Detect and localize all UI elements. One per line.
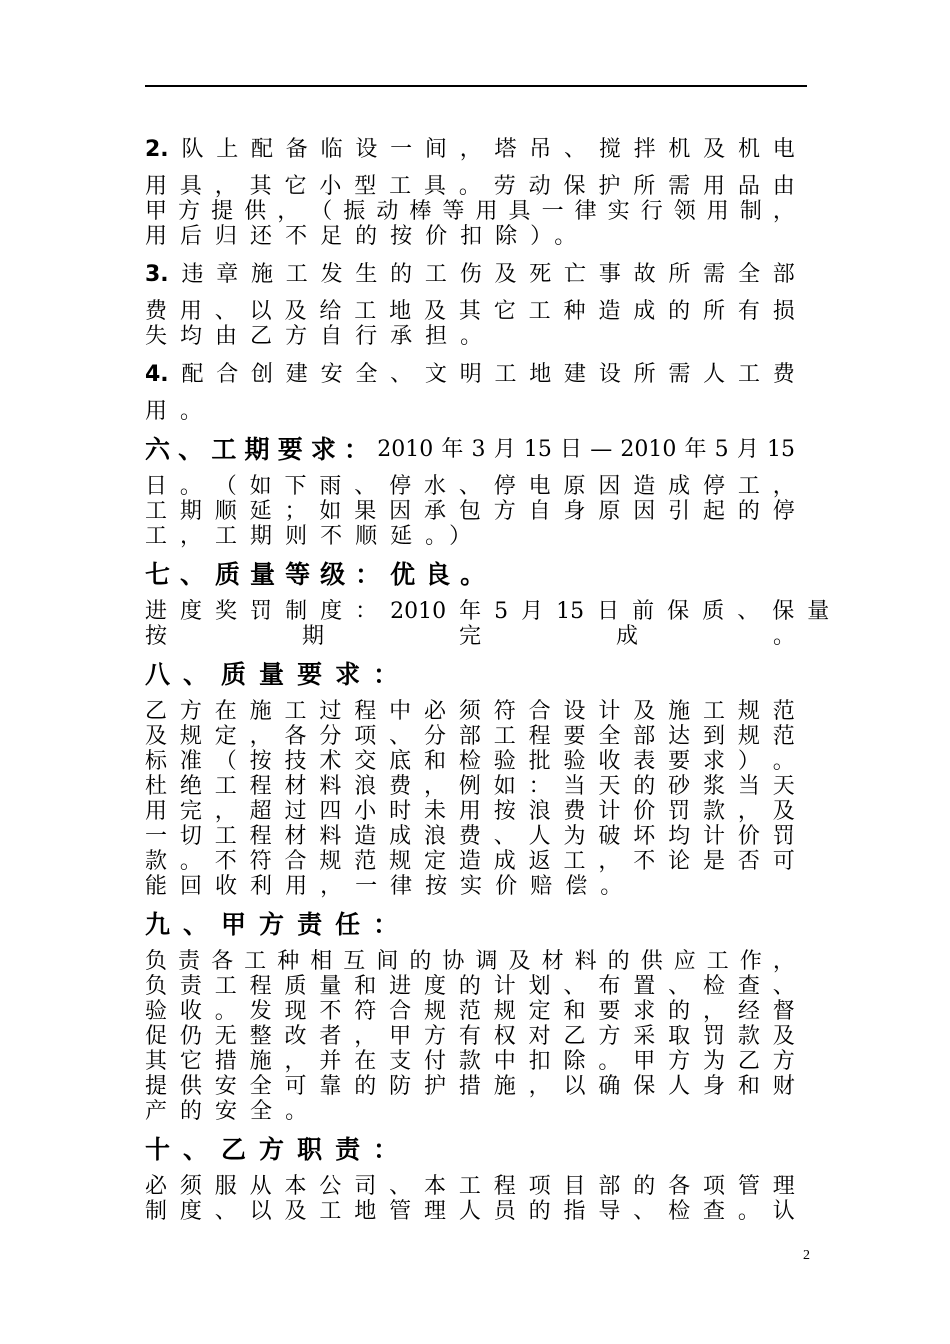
- body-line: 必 须 服 从 本 公 司 、 本 工 程 项 目 部 的 各 项 管 理: [145, 1174, 795, 1199]
- body-line: 产 的 安 全 。: [145, 1099, 308, 1124]
- body-line: 负 责 各 工 种 相 互 间 的 协 调 及 材 料 的 供 应 工 作 ，: [145, 949, 795, 974]
- section-heading: 六 、 工 期 要 求 ： 2010 年 3 月 15 日 — 2010 年 5 月 15: [145, 435, 795, 464]
- section-heading: 七 、 质 量 等 级 ： 优 良 。: [145, 560, 486, 589]
- body-line: 制 度 、 以 及 工 地 管 理 人 员 的 指 导 、 检 查 。 认: [145, 1199, 795, 1224]
- body-line: 进 度 奖 罚 制 度 ： 2010 年 5 月 15 日 前 保 质 、 保 量: [145, 599, 830, 624]
- body-line: 甲 方 提 供 ， （ 振 动 棒 等 用 具 一 律 实 行 领 用 制 ，: [145, 199, 795, 224]
- page-number: 2: [803, 1248, 810, 1263]
- body-line: 失 均 由 乙 方 自 行 承 担 。: [145, 324, 483, 349]
- section-heading: 八 、 质 量 要 求 ：: [145, 660, 399, 689]
- body-line: 用 完 ， 超 过 四 小 时 未 用 按 浪 费 计 价 罚 款 ， 及: [145, 799, 795, 824]
- body-line: 标 准 （ 按 技 术 交 底 和 检 验 批 验 收 表 要 求 ） 。: [145, 749, 795, 774]
- section-heading: 九 、 甲 方 责 任 ：: [145, 910, 399, 939]
- body-line: 3. 违 章 施 工 发 生 的 工 伤 及 死 亡 事 故 所 需 全 部: [145, 262, 795, 287]
- body-line: 工 ， 工 期 则 不 顺 延 。 ）: [145, 524, 472, 549]
- header-rule: [145, 85, 807, 87]
- body-line: 用 具 ， 其 它 小 型 工 具 。 劳 动 保 护 所 需 用 品 由: [145, 174, 795, 199]
- body-line: 能 回 收 利 用 ， 一 律 按 实 价 赔 偿 。: [145, 874, 623, 899]
- body-line: 用 。: [145, 399, 203, 424]
- body-line: 日 。 （ 如 下 雨 、 停 水 、 停 电 原 因 造 成 停 工 ，: [145, 474, 795, 499]
- section-heading: 十 、 乙 方 职 责 ：: [145, 1135, 399, 1164]
- body-line: 用 后 归 还 不 足 的 按 价 扣 除 ） 。: [145, 224, 577, 249]
- body-line: 2. 队 上 配 备 临 设 一 间 ， 塔 吊 、 搅 拌 机 及 机 电: [145, 137, 795, 162]
- body-line: 促 仍 无 整 改 者 ， 甲 方 有 权 对 乙 方 采 取 罚 款 及: [145, 1024, 795, 1049]
- body-line: 杜 绝 工 程 材 料 浪 费 ， 例 如 ： 当 天 的 砂 浆 当 天: [145, 774, 795, 799]
- body-line: 负 责 工 程 质 量 和 进 度 的 计 划 、 布 置 、 检 查 、: [145, 974, 795, 999]
- body-line: 提 供 安 全 可 靠 的 防 护 措 施 ， 以 确 保 人 身 和 财: [145, 1074, 795, 1099]
- body-line: 按 期 完 成 。: [145, 624, 795, 649]
- body-line: 4. 配 合 创 建 安 全 、 文 明 工 地 建 设 所 需 人 工 费: [145, 362, 795, 387]
- body-line: 及 规 定 ， 各 分 项 、 分 部 工 程 要 全 部 达 到 规 范: [145, 724, 795, 749]
- body-line: 一 切 工 程 材 料 造 成 浪 费 、 人 为 破 坏 均 计 价 罚: [145, 824, 795, 849]
- body-line: 其 它 措 施 ， 并 在 支 付 款 中 扣 除 。 甲 方 为 乙 方: [145, 1049, 795, 1074]
- body-line: 验 收 。 发 现 不 符 合 规 范 规 定 和 要 求 的 ， 经 督: [145, 999, 795, 1024]
- body-line: 工 期 顺 延 ； 如 果 因 承 包 方 自 身 原 因 引 起 的 停: [145, 499, 795, 524]
- body-line: 款 。 不 符 合 规 范 规 定 造 成 返 工 ， 不 论 是 否 可: [145, 849, 795, 874]
- body-line: 乙 方 在 施 工 过 程 中 必 须 符 合 设 计 及 施 工 规 范: [145, 699, 795, 724]
- body-line: 费 用 、 以 及 给 工 地 及 其 它 工 种 造 成 的 所 有 损: [145, 299, 795, 324]
